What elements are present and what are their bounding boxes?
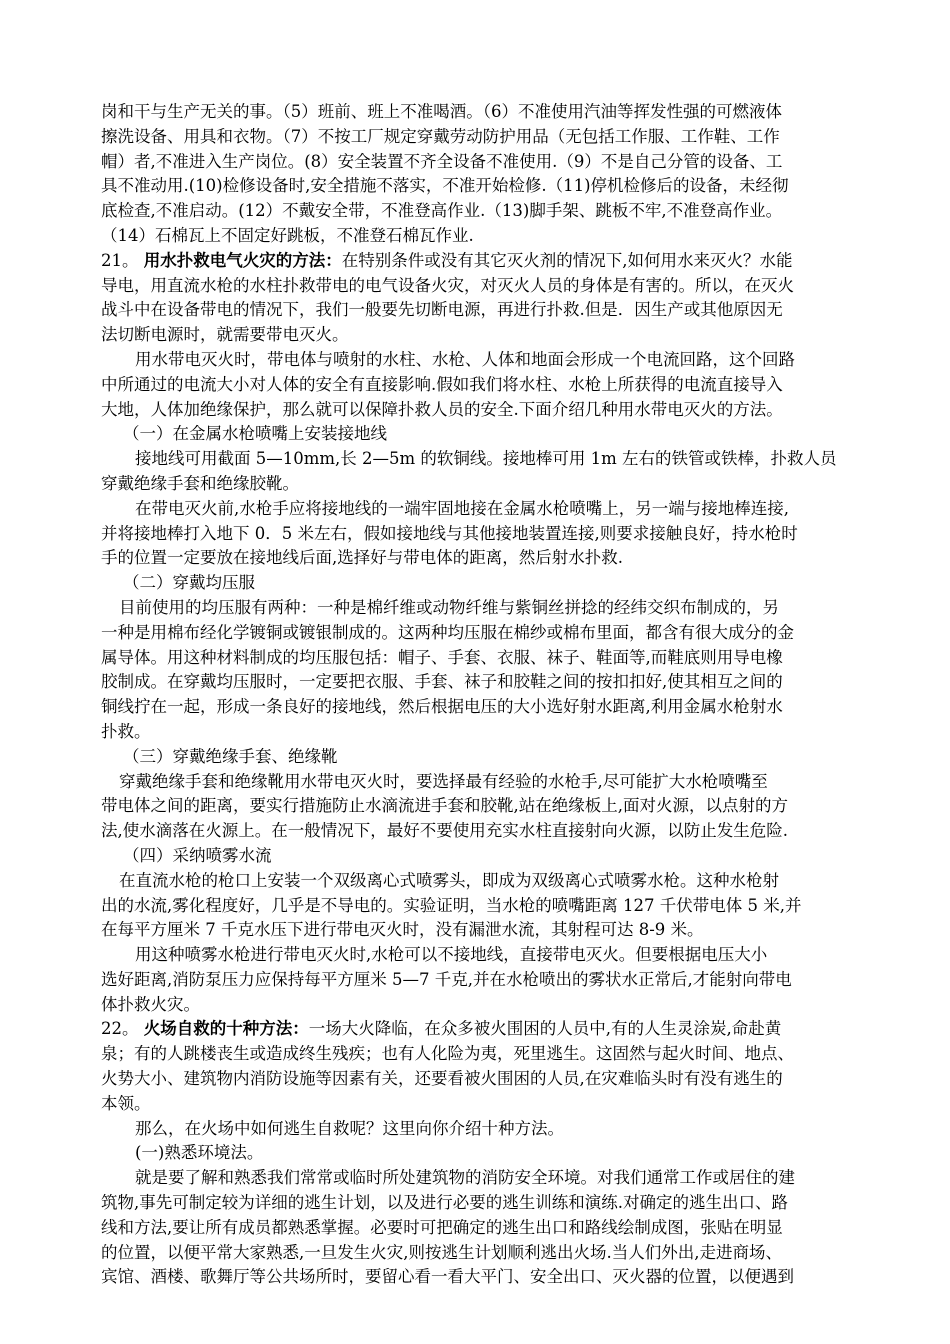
line-text: 铜线拧在一起，形成一条良好的接地线，然后根据电压的大小选好射水距离,利用金属水枪射水 <box>101 697 783 717</box>
line-text: 岗和干与生产无关的事。（5）班前、班上不准喝酒。（6）不准使用汽油等挥发性强的可燃液体 <box>101 102 782 121</box>
text-line <box>101 1265 881 1290</box>
text-line <box>101 695 881 720</box>
text-line <box>101 968 881 993</box>
text-line <box>101 422 881 447</box>
text-line <box>101 1067 881 1092</box>
text-line <box>101 546 881 571</box>
text-line <box>101 348 881 373</box>
text-line <box>101 497 881 522</box>
line-text: 穿戴绝缘手套和绝缘胶靴。 <box>101 473 299 493</box>
text-line <box>101 1216 881 1241</box>
line-text: 火势大小、建筑物内消防设施等因素有关，还要看被火围困的人员,在灾难临头时有没有逃生的 <box>101 1069 783 1089</box>
text-line <box>101 745 881 770</box>
text-line <box>101 150 881 175</box>
line-text: 战斗中在设备带电的情况下，我们一般要先切断电源，再进行扑救.但是．因生产或其他原因无 <box>101 300 783 320</box>
section-number: 22。 <box>101 1019 139 1039</box>
text-line <box>101 918 881 943</box>
line-text: 选好距离,消防泵压力应保持每平方厘米 5—7 千克,并在水枪喷出的雾状水正常后,才能射向带电 <box>101 969 792 989</box>
line-text: 那么，在火场中如何逃生自救呢？这里向你介绍十种方法。 <box>135 1118 564 1138</box>
text-line <box>101 596 881 621</box>
text-line <box>101 670 881 695</box>
line-text: （14）石棉瓦上不固定好跳板，不准登石棉瓦作业. <box>101 225 474 245</box>
line-text: （三）穿戴绝缘手套、绝缘靴 <box>123 746 338 766</box>
line-text: 法,使水滴落在火源上。在一般情况下，最好不要使用充实水柱直接射向火源，以防止发生危险. <box>101 821 788 841</box>
line-text: 目前使用的均压服有两种：一种是棉纤维或动物纤维与紫铜丝拼捻的经纬交织布制成的，另 <box>119 597 779 617</box>
line-text: 体扑救火灾。 <box>101 994 200 1014</box>
text-line <box>101 993 881 1018</box>
line-text: 穿戴绝缘手套和绝缘靴用水带电灭火时，要选择最有经验的水枪手,尽可能扩大水枪喷嘴至 <box>119 771 768 791</box>
section-heading: 火场自救的十种方法： <box>143 1019 309 1039</box>
text-line <box>101 447 881 472</box>
text-line <box>101 522 881 547</box>
line-text: 扑救。 <box>101 721 151 741</box>
text-line <box>101 373 881 398</box>
line-text: 胶制成。在穿戴均压服时，一定要把衣服、手套、袜子和胶鞋之间的按扣扣好,使其相互之间的 <box>101 672 783 692</box>
line-text: （四）采纳喷雾水流 <box>123 845 272 865</box>
text-line <box>101 1092 881 1117</box>
text-line <box>101 472 881 497</box>
section-number: 21。 <box>101 250 139 270</box>
line-text: 法切断电源时，就需要带电灭火。 <box>101 325 349 345</box>
text-line <box>101 1166 881 1191</box>
text-line <box>101 894 881 919</box>
line-text: （二）穿戴均压服 <box>123 573 255 593</box>
text-line <box>101 869 881 894</box>
text-line <box>101 844 881 869</box>
text-line <box>101 125 881 150</box>
line-text: 属导体。用这种材料制成的均压服包括：帽子、手套、衣服、袜子、鞋面等,而鞋底则用导电橡 <box>101 647 783 667</box>
line-text: 出的水流,雾化程度好，几乎是不导电的。实验证明，当水枪的喷嘴距离 127 千伏带电体 5 米,并 <box>101 895 802 915</box>
section-heading: 用水扑救电气火灾的方法： <box>143 250 342 270</box>
line-text: 的位置，以便平常大家熟悉,一旦发生火灾,则按逃生计划顺利逃出火场.当人们外出,走进商场、 <box>101 1242 782 1262</box>
text-line <box>101 224 881 249</box>
line-text: 擦洗设备、用具和衣物。（7）不按工厂规定穿戴劳动防护用品（无包括工作服、工作鞋、工作 <box>101 126 780 146</box>
text-line <box>101 1042 881 1067</box>
line-text: 一种是用棉布经化学镀铜或镀银制成的。这两种均压服在棉纱或棉布里面，都含有很大成分的金 <box>101 622 794 642</box>
line-text: 中所通过的电流大小对人体的安全有直接影响.假如我们将水柱、水枪上所获得的电流直接导入 <box>101 374 783 394</box>
text-line <box>101 1117 881 1142</box>
text-line <box>101 298 881 323</box>
line-text: 筑物,事先可制定较为详细的逃生计划，以及进行必要的逃生训练和演练.对确定的逃生出口、路 <box>101 1193 788 1213</box>
line-text: 在每平方厘米 7 千克水压下进行带电灭火时，没有漏泄水流，其射程可达 8-9 米。 <box>101 920 704 940</box>
text-line <box>101 199 881 224</box>
line-text: 帽）者,不准进入生产岗位。(8）安全装置不齐全设备不准使用.（9）不是自己分管的设备、工 <box>101 151 783 171</box>
text-line <box>101 571 881 596</box>
line-text: 在特别条件或没有其它灭火剂的情况下,如何用水来灭火？水能 <box>341 250 793 270</box>
line-text: 就是要了解和熟悉我们常常或临时所处建筑物的消防安全环境。对我们通常工作或居住的建 <box>135 1168 795 1188</box>
text-line <box>101 249 881 274</box>
text-line <box>101 1141 881 1166</box>
line-text: (一)熟悉环境法。 <box>135 1143 264 1163</box>
line-text: 接地线可用截面 5—10mm,长 2—5m 的软铜线。接地棒可用 1m 左右的铁管或铁棒，扑救人员 <box>135 449 837 469</box>
text-line <box>101 174 881 199</box>
line-text: 宾馆、酒楼、歌舞厅等公共场所时，要留心看一看大平门、安全出口、灭火器的位置，以便遇到 <box>101 1267 794 1287</box>
text-line <box>101 1017 881 1042</box>
line-text: 用水带电灭火时，带电体与喷射的水柱、水枪、人体和地面会形成一个电流回路，这个回路 <box>135 349 795 369</box>
line-text: （一）在金属水枪喷嘴上安装接地线 <box>123 424 387 444</box>
text-line <box>101 1241 881 1266</box>
text-line <box>101 621 881 646</box>
text-line <box>101 646 881 671</box>
text-line <box>101 943 881 968</box>
text-line <box>101 323 881 348</box>
line-text: 在带电灭火前,水枪手应将接地线的一端牢固地接在金属水枪喷嘴上，另一端与接地棒连接, <box>135 498 789 518</box>
line-text: 在直流水枪的枪口上安装一个双级离心式喷雾头，即成为双级离心式喷雾水枪。这种水枪射 <box>119 870 779 890</box>
text-line <box>101 1191 881 1216</box>
text-line <box>101 770 881 795</box>
text-line <box>101 100 881 125</box>
line-text: 导电，用直流水枪的水柱扑救带电的电气设备火灾，对灭火人员的身体是有害的。所以，在灭火 <box>101 275 794 295</box>
line-text: 具不准动用.(10)检修设备时,安全措施不落实，不准开始检修.（11)停机检修后的设备，未经彻 <box>101 176 789 196</box>
text-line <box>101 794 881 819</box>
text-line <box>101 819 881 844</box>
document-page <box>101 100 881 1290</box>
line-text: 并将接地棒打入地下 0．5 米左右，假如接地线与其他接地装置连接,则要求接触良好，持水枪时 <box>101 523 798 543</box>
line-text: 底检查,不准启动。(12）不戴安全带，不准登高作业.（13)脚手架、跳板不牢,不准登高作业。 <box>101 201 783 221</box>
line-text: 大地，人体加绝缘保护，那么就可以保障扑救人员的安全.下面介绍几种用水带电灭火的方法。 <box>101 399 783 419</box>
line-text: 手的位置一定要放在接地线后面,选择好与带电体的距离，然后射水扑救. <box>101 548 623 568</box>
text-line <box>101 720 881 745</box>
line-text: 带电体之间的距离，要实行措施防止水滴流进手套和胶靴,站在绝缘板上,面对火源，以点射的方 <box>101 796 788 816</box>
line-text: 本领。 <box>101 1093 151 1113</box>
text-line <box>101 398 881 423</box>
line-text: 一场大火降临，在众多被火围困的人员中,有的人生灵涂炭,命赴黄 <box>308 1019 782 1039</box>
line-text: 用这种喷雾水枪进行带电灭火时,水枪可以不接地线，直接带电灭火。但要根据电压大小 <box>135 945 768 965</box>
line-text: 线和方法,要让所有成员都熟悉掌握。必要时可把确定的逃生出口和路线绘制成图，张贴在明显 <box>101 1217 783 1237</box>
text-line <box>101 274 881 299</box>
line-text: 泉；有的人跳楼丧生或造成终生残疾；也有人化险为夷，死里逃生。这固然与起火时间、地点、 <box>101 1044 794 1064</box>
